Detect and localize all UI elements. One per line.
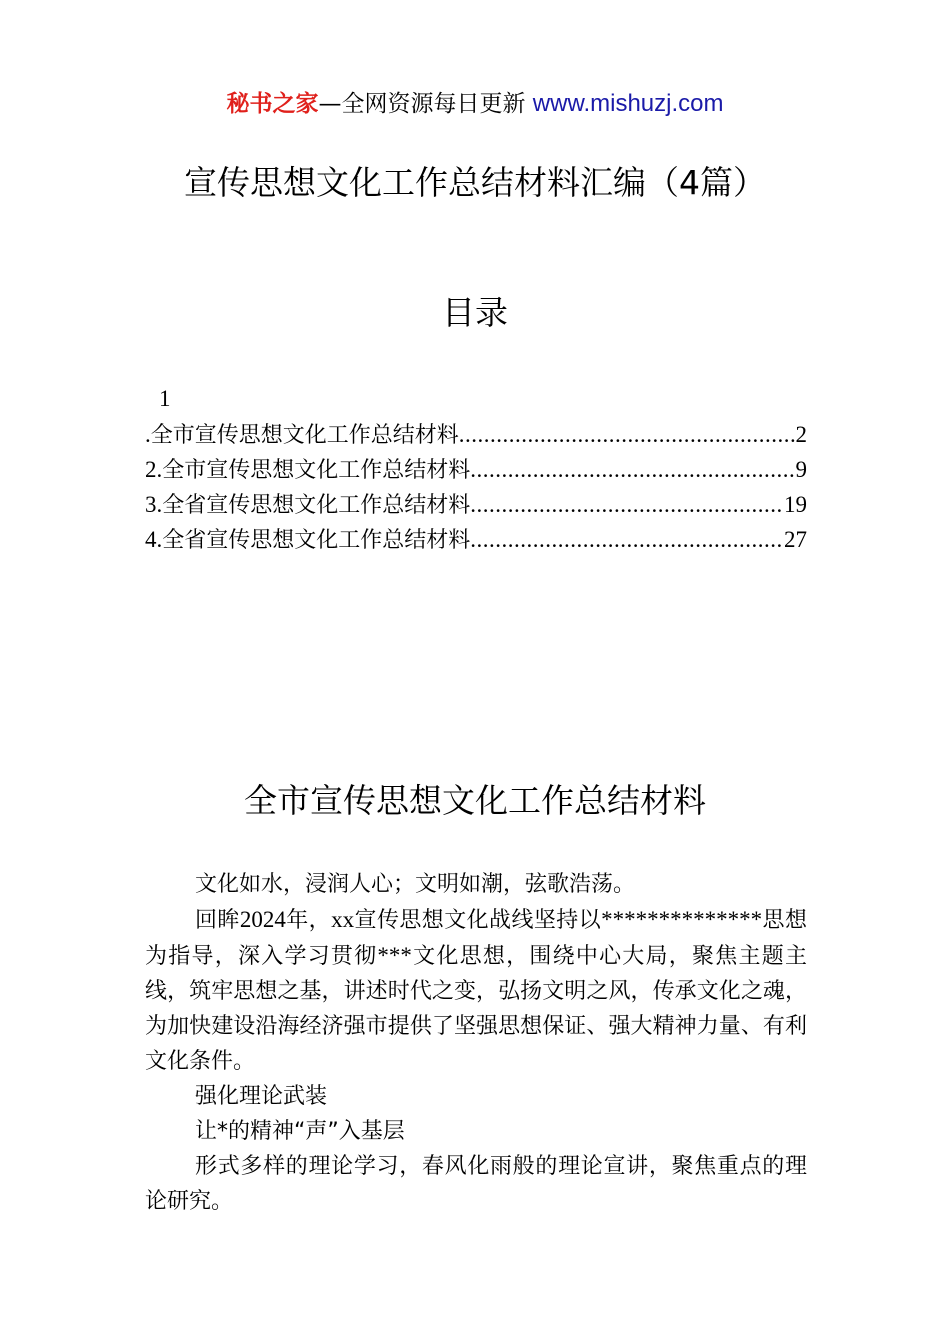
header-tagline: —全网资源每日更新 — [318, 91, 533, 117]
toc-entry-page: 2 — [795, 422, 807, 447]
toc-entry-prefix: 3. — [145, 492, 163, 517]
toc-entry-label: 全省宣传思想文化工作总结材料 — [162, 528, 471, 553]
table-of-contents — [145, 381, 807, 557]
text-run: 思想为指导，深入学习贯彻 — [145, 908, 807, 969]
text-run: 文化思想，围绕中心大局，聚焦主题主线，筑牢思想之基，讲述时代之变，弘扬文明之风，传承文化之魂，为加快建设沿海经济强市提供了坚强思想保证、强大精神力量、有利文化条件。 — [145, 944, 807, 1074]
brand-name: 秘书之家 — [226, 91, 319, 117]
toc-entry-page: 19 — [784, 492, 807, 517]
body-paragraph: 文化如水，浸润人心；文明如潮，弦歌浩荡。 — [195, 872, 636, 897]
toc-entry-prefix: 2. — [145, 457, 163, 482]
text-run: 年， — [285, 908, 332, 933]
toc-entry-label: 全市宣传思想文化工作总结材料 — [162, 458, 471, 483]
toc-entry-number: 1 — [159, 386, 171, 411]
toc-entry[interactable] — [145, 452, 807, 487]
toc-entry[interactable] — [145, 522, 807, 557]
toc-entry-prefix: 4. — [145, 527, 163, 552]
redacted-run: ************** — [601, 907, 763, 932]
section-title: 全市宣传思想文化工作总结材料 — [244, 781, 706, 820]
body-paragraph: 形式多样的理论学习，春风化雨般的理论宣讲，聚焦重点的理论研究。 — [145, 1154, 807, 1214]
body-paragraph — [145, 902, 807, 1079]
toc-entry-label: 全省宣传思想文化工作总结材料 — [162, 493, 471, 518]
toc-entry-prefix: . — [145, 422, 151, 447]
site-header — [0, 88, 950, 120]
toc-leader-dots — [459, 417, 796, 452]
redacted-run: *** — [377, 943, 412, 968]
subheading: 强化理论武装 — [195, 1084, 328, 1109]
toc-leader-dots — [470, 487, 784, 522]
body-text — [145, 867, 807, 1219]
text-run: 宣传思想文化战线坚持以 — [354, 908, 602, 933]
toc-entry-page: 9 — [795, 457, 807, 482]
year-run: 2024 — [239, 907, 286, 932]
toc-entry-page: 27 — [784, 527, 807, 552]
subheading: 让*的精神“声”入基层 — [195, 1119, 405, 1144]
toc-leader-dots — [470, 522, 784, 557]
document-title: 宣传思想文化工作总结材料汇编（4篇） — [184, 163, 766, 202]
toc-entry[interactable] — [145, 487, 807, 522]
text-run: 回眸 — [195, 908, 240, 933]
toc-leader-dots — [470, 452, 795, 487]
site-url-link[interactable]: www.mishuzj.com — [532, 90, 724, 117]
toc-entry[interactable] — [145, 417, 807, 452]
toc-heading: 目录 — [442, 293, 508, 332]
toc-entry-label: 全市宣传思想文化工作总结材料 — [150, 423, 459, 448]
placeholder-run: xx — [331, 907, 355, 932]
